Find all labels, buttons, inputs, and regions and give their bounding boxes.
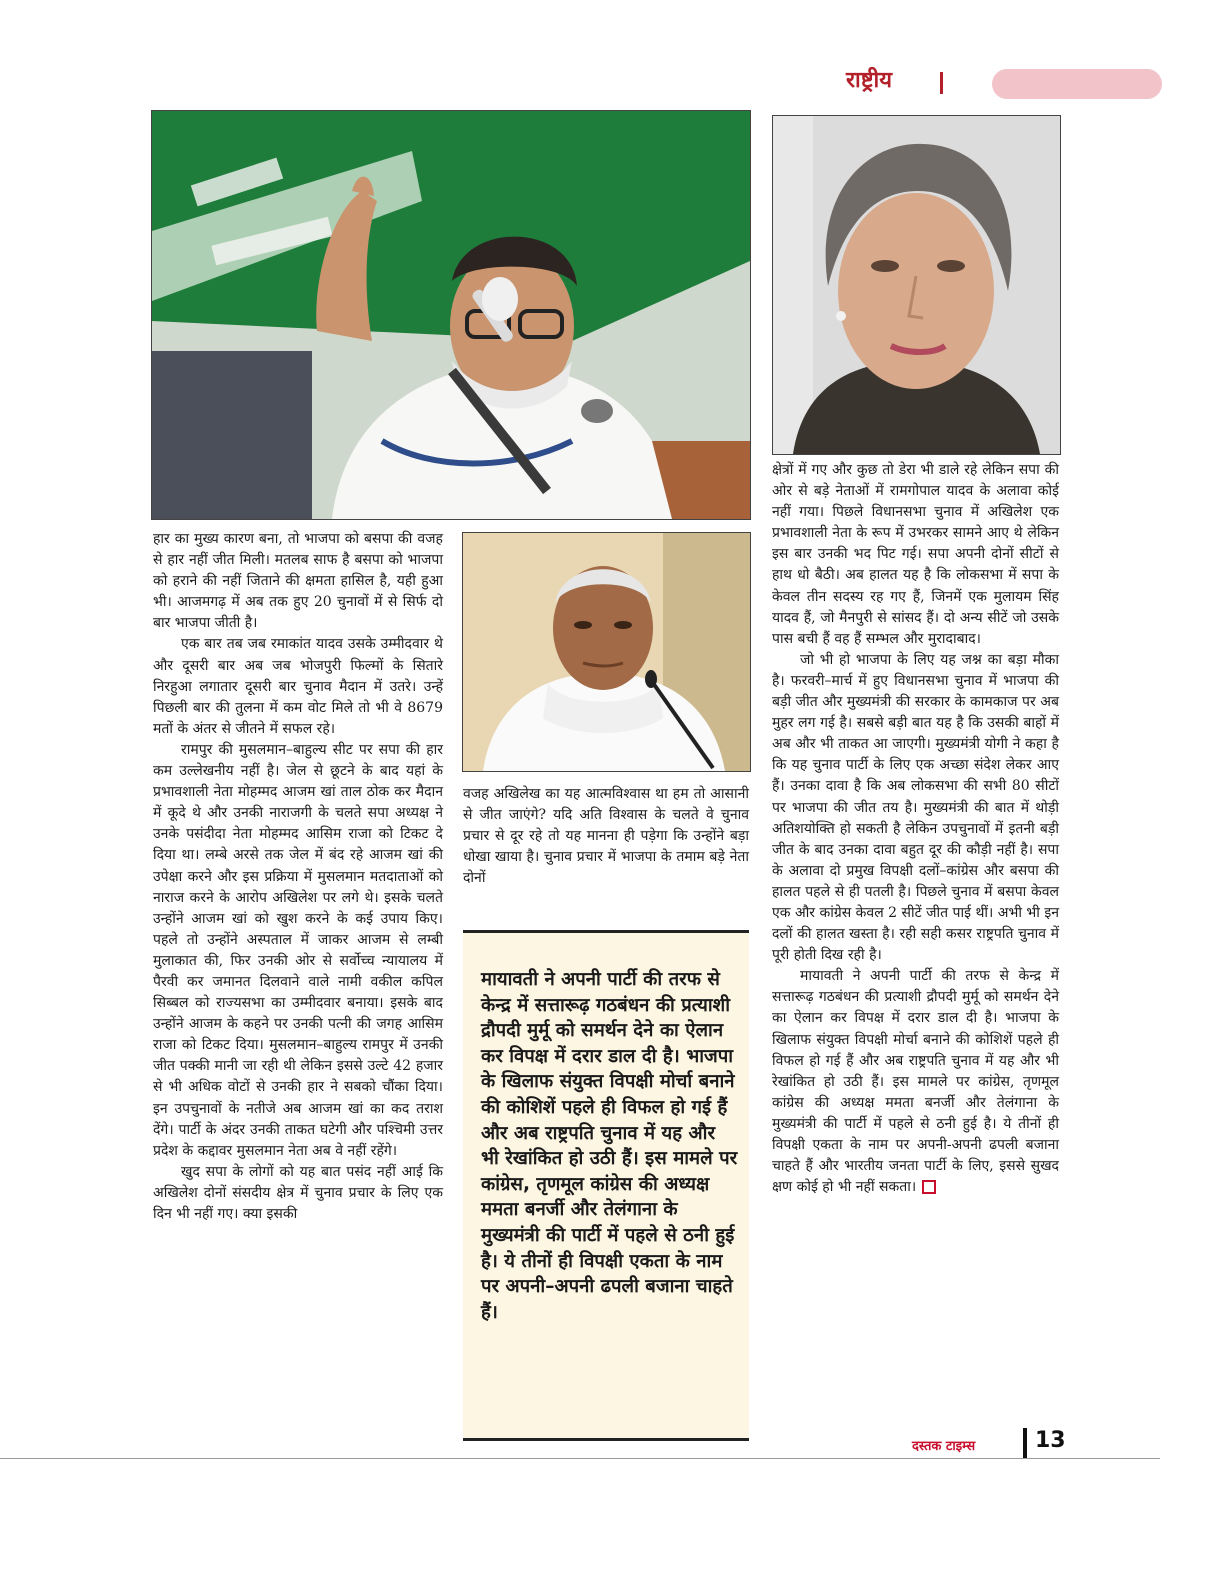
pull-quote-text: मायावती ने अपनी पार्टी की तरफ से केन्द्र में सत्तारूढ़ गठबंधन की प्रत्याशी द्रौपदी मुर्मू को समर्थन देने का ऐलान कर विपक्ष में दरार डाल दी है। भाजपा के खिलाफ संयुक्त विपक्षी मोर्चा बनाने की कोशिशें पहले ही विफल हो गई हैं और अब राष्ट्रपति चुनाव में यह और भी रेखांकित हो उठी हैं। इस मामले पर कांग्रेस, तृणमूल कांग्रेस की अध्यक्ष ममता बनर्जी और तेलंगाना के मुख्यमंत्री की पार्टी में पहले से ठनी हुई है। ये तीनों ही विपक्षी एकता के नाम पर अपनी–अपनी ढपली बजाना चाहते हैं। bbox=[481, 969, 738, 1323]
end-of-article-icon bbox=[922, 1180, 936, 1194]
col3-paragraph-1: क्षेत्रों में गए और कुछ तो डेरा भी डाले रहे लेकिन सपा की ओर से बड़े नेताओं में रामगोपाल यादव के अलावा कोई नहीं गया। पिछले विधानसभा चुनाव में अखिलेश एक प्रभावशाली नेता के रूप में उभरकर सामने आए थे लेकिन इस बार उनकी भद पिट गई। सपा अपनी दोनों सीटों से हाथ धो बैठी। अब हालत यह है कि लोकसभा में सपा के केवल तीन सदस्य रह गए हैं, जिनमें एक मुलायम सिंह यादव हैं, जो मैनपुरी से सांसद हैं। दो अन्य सीटें जो उसके पास बची हैं वह हैं सम्भल और मुरादाबाद। bbox=[772, 462, 1059, 647]
col3-paragraph-3-wrapper bbox=[772, 966, 1059, 1198]
footer-brand: दस्तक टाइम्स bbox=[912, 1439, 976, 1454]
col2-paragraph-1: वजह अखिलेख का यह आत्मविश्वास था हम तो आसानी से जीत जाएंगे? यदि अति विश्वास के चलते वे चुनाव प्रचार से दूर रहे तो यह मानना ही पड़ेगा कि उन्होंने बड़ा धोखा खाया है। चुनाव प्रचार में भाजपा के तमाम बड़े नेता दोनों bbox=[463, 786, 749, 887]
col3-paragraph-2: जो भी हो भाजपा के लिए यह जश्न का बड़ा मौका है। फरवरी–मार्च में हुए विधानसभा चुनाव में भाजपा की बड़ी जीत और मुख्यमंत्री की सरकार के कामकाज पर अब मुहर लग गई है। सबसे बड़ी बात यह है कि उसकी बाहों में अब और भी ताकत आ जाएगी। मुख्यमंत्री योगी ने कहा है कि यह चुनाव पार्टी के लिए एक अच्छा संदेश लेकर आए हैं। उनका दावा है कि अब लोकसभा की सभी 80 सीटों पर भाजपा की जीत तय है। मुख्यमंत्री की बात में थोड़ी अतिशयोक्ति हो सकती है लेकिन उपचुनावों में इतनी बड़ी जीत के बाद उनका दावा बहुत दूर की कौड़ी नहीं है। सपा के अलावा दो प्रमुख विपक्षी दलों–कांग्रेस और बसपा की हालत पहले से ही पतली है। पिछले चुनाव में बसपा केवल एक और कांग्रेस केवल 2 सीटें जीत पाई थीं। अभी भी इन दलों की हालत खस्ता है। रही सही कसर राष्ट्रपति चुनाव में पूरी होती दिख रही है। bbox=[772, 651, 1059, 964]
col3-paragraph-3: मायावती ने अपनी पार्टी की तरफ से केन्द्र में सत्तारूढ़ गठबंधन की प्रत्याशी द्रौपदी मुर्मू को समर्थन देने का ऐलान कर विपक्ष में दरार डाल दी है। भाजपा के खिलाफ संयुक्त विपक्षी मोर्चा बनाने की कोशिशें पहले ही विफल हो गई हैं और अब राष्ट्रपति चुनाव में यह और भी रेखांकित हो उठी हैं। इस मामले पर कांग्रेस, तृणमूल कांग्रेस की अध्यक्ष ममता बनर्जी और तेलंगाना के मुख्यमंत्री की पार्टी में पहले से ठनी हुई है। ये तीनों ही विपक्षी एकता के नाम पर अपनी-अपनी ढपली बजाना चाहते हैं और भारतीय जनता पार्टी के लिए, इससे सुखद क्षण कोई हो भी नहीं सकता। bbox=[772, 968, 1059, 1196]
col1-paragraph-4: खुद सपा के लोगों को यह बात पसंद नहीं आई कि अखिलेश दोनों संसदीय क्षेत्र में चुनाव प्रचार के लिए एक दिन भी नहीं गए। क्या इसकी bbox=[153, 1163, 443, 1222]
photo-kcr-press-conference bbox=[462, 532, 751, 772]
pull-quote-box bbox=[463, 930, 749, 1441]
col1-paragraph-1: हार का मुख्य कारण बना, तो भाजपा को बसपा की वजह से हार नहीं जीत मिली। मतलब साफ है बसपा को भाजपा को हराने की नहीं जिताने की क्षमता हासिल है, यही हुआ भी। आजमगढ़ में अब तक हुए 20 चुनावों में से सिर्फ दो बार भाजपा जीती है। bbox=[153, 531, 443, 632]
section-title: राष्ट्रीय bbox=[846, 68, 893, 93]
footer-rule bbox=[0, 1458, 1160, 1459]
footer-divider bbox=[1023, 1428, 1027, 1458]
photo-kcr-svg bbox=[463, 533, 750, 771]
article-column-3 bbox=[772, 460, 1059, 1198]
col1-paragraph-2: एक बार तब जब रमाकांत यादव उसके उम्मीदवार थे और दूसरी बार अब जब भोजपुरी फिल्मों के सितारे निरहुआ लगातार दूसरी बार चुनाव मैदान में उतरे। उन्हें पिछली बार की तुलना में कम वोट मिले तो भी वे 8679 मतों के अंतर से जीतने में सफल रहे। bbox=[153, 636, 443, 737]
article-column-1 bbox=[153, 529, 443, 1225]
header-decoration-pill bbox=[992, 69, 1162, 99]
col1-paragraph-3: रामपुर की मुसलमान–बाहुल्य सीट पर सपा की हार कम उल्लेखनीय नहीं है। जेल से छूटने के बाद यहां के प्रभावशाली नेता मोहम्मद आजम खां ताल ठोक कर मैदान में कूदे थे और उनकी नाराजगी के चलते सपा अध्यक्ष ने उनके पसंदीदा नेता मोहम्मद आसिम राजा को टिकट दे दिया था। लम्बे अरसे तक जेल में बंद रहे आजम खां की उपेक्षा करने और इस प्रक्रिया में मुसलमान मतदाताओं को नाराज करने के आरोप अखिलेश पर लगे थे। इसके चलते उन्होंने आजम खां को खुश करने के कई उपाय किए। पहले तो उन्होंने अस्पताल में जाकर आजम से लम्बी मुलाकात की, फिर उनकी ओर से सर्वोच्च न्यायालय में पैरवी कर जमानत दिलवाने वाले नामी वकील कपिल सिब्बल को राज्यसभा का उम्मीदवार बनाया। इसके बाद उन्होंने आजम के कहने पर उनकी पत्नी की जगह आसिम राजा को टिकट दिया। मुसलमान–बाहुल्य रामपुर में उनकी जीत पक्की मानी जा रही थी लेकिन इससे उल्टे 42 हजार से भी अधिक वोटों से उनकी हार ने सबको चौंका दिया। इन उपचुनावों के नतीजे अब आजम खां का कद तराश देंगे। पार्टी के अंदर उनकी ताकत घटेगी और पश्चिमी उत्तर प्रदेश के कद्दावर मुसलमान नेता अब वे नहीं रहेंगे। bbox=[153, 741, 443, 1159]
photo-mamata-svg bbox=[152, 111, 750, 519]
photo-sonia-svg bbox=[773, 116, 1060, 454]
page-number: 13 bbox=[1035, 1428, 1066, 1453]
photo-mamata-speaking bbox=[151, 110, 751, 520]
article-column-2 bbox=[463, 784, 749, 889]
section-divider bbox=[940, 72, 943, 94]
photo-sonia-gandhi bbox=[772, 115, 1061, 455]
